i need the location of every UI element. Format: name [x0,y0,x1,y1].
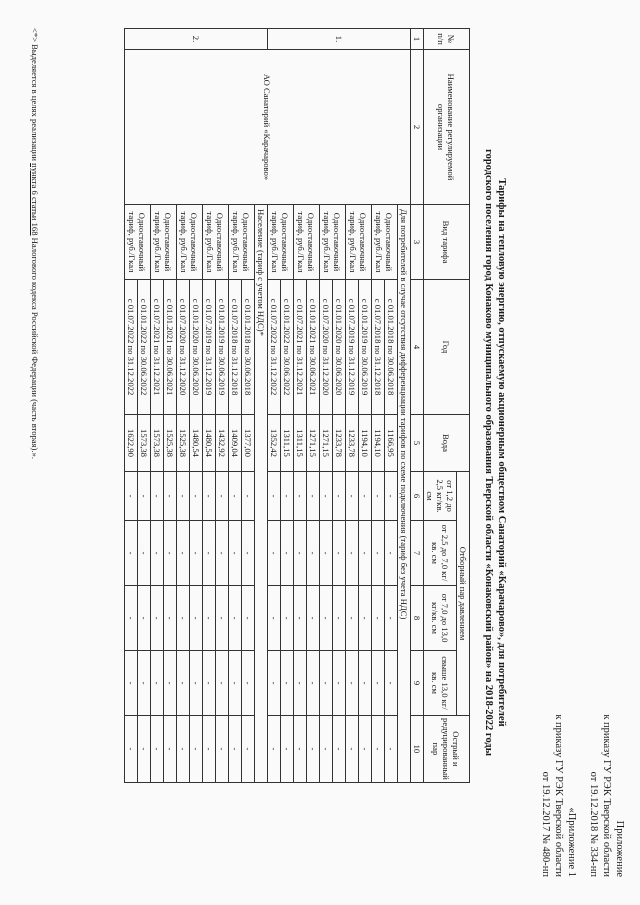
dash-cell: - [229,651,242,716]
col-header-steam: Отборный пар давлением [457,472,470,716]
dash-cell: - [385,586,398,651]
dash-cell: - [346,586,359,651]
dash-cell: - [294,651,307,716]
water-value: 1409,04 [229,415,242,472]
appendix-line: к приказу ГУ РЭК Тверской области [553,714,564,877]
dash-cell: - [294,521,307,586]
dash-cell: - [216,472,229,521]
dash-cell: - [320,521,333,586]
period-cell: с 01.01.2019 по 30.06.2019 [359,280,372,415]
appendix-line: от 19.12.2018 № 334-нп [588,771,599,877]
dash-cell: - [229,472,242,521]
col-num: 5 [411,415,424,472]
col-num: 1 [411,29,424,50]
period-cell: с 01.01.2018 по 30.06.2018 [385,280,398,415]
dash-cell: - [320,586,333,651]
dash-cell: - [203,586,216,651]
dash-cell: - [138,472,151,521]
dash-cell: - [281,651,294,716]
dash-cell: - [125,586,138,651]
dash-cell: - [203,521,216,586]
col-header-sharp: Острый и редуцированный пар [424,716,470,783]
period-cell: с 01.01.2020 по 30.06.2020 [333,280,346,415]
water-value: 1194,10 [372,415,385,472]
col-num: 4 [411,280,424,415]
water-value: 1271,15 [307,415,320,472]
dash-cell: - [164,716,177,783]
water-value: 1194,10 [359,415,372,472]
col-num: 2 [411,50,424,205]
dash-cell: - [242,521,255,586]
col-header-org: Наименование регулируемой организации [424,50,470,205]
footnote [30,28,40,459]
period-cell: с 01.07.2020 по 31.12.2020 [320,280,333,415]
appendix-line: от 19.12.2017 № 480-нп [540,771,551,877]
col-header-s2: от 2,5 до 7,0 кг/кв. см [424,521,457,586]
dash-cell: - [151,586,164,651]
dash-cell: - [294,472,307,521]
tariff-type: Одноставочный тариф, руб./Гкал [203,205,229,280]
dash-cell: - [164,586,177,651]
dash-cell: - [216,521,229,586]
period-cell: с 01.07.2022 по 31.12.2022 [125,280,138,415]
dash-cell: - [333,586,346,651]
tariff-type: Одноставочный тариф, руб./Гкал [372,205,398,280]
col-num: 10 [411,716,424,783]
dash-cell: - [177,521,190,586]
dash-cell: - [294,586,307,651]
dash-cell: - [138,716,151,783]
dash-cell: - [281,521,294,586]
dash-cell: - [242,651,255,716]
section-row [398,29,411,783]
tariff-type: Одноставочный тариф, руб./Гкал [346,205,372,280]
dash-cell: - [359,586,372,651]
dash-cell: - [359,716,372,783]
period-cell: с 01.07.2020 по 31.12.2020 [177,280,190,415]
col-num: 8 [411,586,424,651]
dash-cell: - [268,472,281,521]
dash-cell: - [177,716,190,783]
dash-cell: - [151,716,164,783]
water-value: 1271,15 [320,415,333,472]
water-value: 1573,38 [151,415,164,472]
water-value: 1233,78 [346,415,359,472]
tariff-type: Одноставочный тариф, руб./Гкал [125,205,151,280]
tariff-table [124,28,470,783]
footnote-suffix: Налогового кодекса Российской Федерации (часть вторая).». [30,235,40,460]
dash-cell: - [125,521,138,586]
dash-cell: - [385,716,398,783]
dash-cell: - [307,651,320,716]
period-cell: с 01.01.2018 по 30.06.2018 [242,280,255,415]
period-cell: с 01.01.2021 по 30.06.2021 [307,280,320,415]
period-cell: с 01.01.2019 по 30.06.2019 [216,280,229,415]
dash-cell: - [164,651,177,716]
document-title [482,0,508,905]
dash-cell: - [385,651,398,716]
dash-cell: - [216,651,229,716]
dash-cell: - [307,586,320,651]
dash-cell: - [268,521,281,586]
col-num: 7 [411,521,424,586]
period-cell: с 01.01.2022 по 30.06.2022 [281,280,294,415]
col-header-s4: свыше 13,0 кг/кв. см [424,651,457,716]
dash-cell: - [138,586,151,651]
dash-cell: - [385,521,398,586]
period-cell: с 01.01.2021 по 30.06.2021 [164,280,177,415]
period-cell: с 01.07.2021 по 31.12.2021 [294,280,307,415]
dash-cell: - [372,472,385,521]
dash-cell: - [125,716,138,783]
col-header-s3: от 7,0 до 13,0 кг/кв. см [424,586,457,651]
water-value: 1480,54 [203,415,216,472]
dash-cell: - [268,716,281,783]
dash-cell: - [268,651,281,716]
dash-cell: - [125,472,138,521]
appendix2-block [539,714,578,877]
dash-cell: - [229,716,242,783]
appendix-line: «Приложение 1 [566,807,577,877]
dash-cell: - [216,716,229,783]
col-num: 6 [411,472,424,521]
period-cell: с 01.07.2018 по 31.12.2018 [372,280,385,415]
dash-cell: - [320,651,333,716]
dash-cell: - [216,586,229,651]
dash-cell: - [138,521,151,586]
dash-cell: - [372,586,385,651]
footnote-link[interactable]: пункта 6 статьи 168 [30,163,40,236]
title-line: городского поселения город Конаково муниципального образования Тверской области «Конаковский район» на 2018-2022 годы [483,149,494,756]
col-num: 9 [411,651,424,716]
tariff-type: Одноставочный тариф, руб./Гкал [177,205,203,280]
dash-cell: - [190,716,203,783]
col-header-year: Год [424,280,470,415]
water-value: 1233,78 [333,415,346,472]
dash-cell: - [242,716,255,783]
col-header-water: Вода [424,415,470,472]
section-title: Для потребителей в случае отсутствия дифференциации тарифов по схеме подключения (тариф без учета НДС) [398,205,411,783]
appendix-line: Приложение [614,820,625,877]
dash-cell: - [229,521,242,586]
col-header-tariff: Вид тарифа [424,205,470,280]
water-value: 1480,54 [190,415,203,472]
dash-cell: - [242,472,255,521]
section-number: 1. [268,29,411,50]
dash-cell: - [164,521,177,586]
dash-cell: - [372,651,385,716]
period-cell: с 01.07.2021 по 31.12.2021 [151,280,164,415]
org-name: АО Санаторий «Карачарово» [125,50,411,205]
dash-cell: - [190,521,203,586]
period-cell: с 01.07.2019 по 31.12.2019 [346,280,359,415]
dash-cell: - [359,521,372,586]
tariff-type: Одноставочный тариф, руб./Гкал [229,205,255,280]
tariff-type: Одноставочный тариф, руб./Гкал [294,205,320,280]
water-value: 1377,00 [242,415,255,472]
dash-cell: - [359,472,372,521]
dash-cell: - [125,651,138,716]
tariff-type: Одноставочный тариф, руб./Гкал [268,205,294,280]
dash-cell: - [242,586,255,651]
dash-cell: - [346,472,359,521]
dash-cell: - [372,521,385,586]
column-number-row [411,29,424,783]
water-value: 1166,95 [385,415,398,472]
dash-cell: - [346,651,359,716]
dash-cell: - [346,521,359,586]
dash-cell: - [151,521,164,586]
water-value: 1432,92 [216,415,229,472]
dash-cell: - [203,472,216,521]
dash-cell: - [333,651,346,716]
dash-cell: - [320,472,333,521]
dash-cell: - [307,716,320,783]
tariff-type: Одноставочный тариф, руб./Гкал [151,205,177,280]
dash-cell: - [203,716,216,783]
dash-cell: - [164,472,177,521]
water-value: 1311,15 [294,415,307,472]
title-line: Тарифы на тепловую энергию, отпускаемую акционерным обществом Санаторий «Карачарово», для потребителей [496,178,507,727]
dash-cell: - [294,716,307,783]
dash-cell: - [177,472,190,521]
dash-cell: - [307,472,320,521]
dash-cell: - [281,716,294,783]
period-cell: с 01.01.2022 по 30.06.2022 [138,280,151,415]
dash-cell: - [190,586,203,651]
section-number: 2. [125,29,268,50]
dash-cell: - [307,521,320,586]
dash-cell: - [333,472,346,521]
dash-cell: - [177,651,190,716]
dash-cell: - [203,651,216,716]
dash-cell: - [346,716,359,783]
footnote-prefix: <*> Выделяется в целях реализации [30,28,40,164]
appendix-block [587,714,626,877]
dash-cell: - [359,651,372,716]
col-header-no: № п/п [424,29,470,50]
dash-cell: - [190,651,203,716]
period-cell: с 01.07.2018 по 31.12.2018 [229,280,242,415]
dash-cell: - [151,651,164,716]
dash-cell: - [151,472,164,521]
period-cell: с 01.01.2020 по 30.06.2020 [190,280,203,415]
dash-cell: - [281,586,294,651]
tariff-type: Одноставочный тариф, руб./Гкал [320,205,346,280]
water-value: 1622,90 [125,415,138,472]
period-cell: с 01.07.2022 по 31.12.2022 [268,280,281,415]
dash-cell: - [320,716,333,783]
dash-cell: - [333,716,346,783]
dash-cell: - [268,586,281,651]
section-title: Население (тариф с учетом НДС)* [255,205,268,783]
dash-cell: - [138,651,151,716]
dash-cell: - [333,521,346,586]
period-cell: с 01.07.2019 по 31.12.2019 [203,280,216,415]
col-header-s1: от 1,2 до 2,5 кг/кв. см [424,472,457,521]
dash-cell: - [281,472,294,521]
dash-cell: - [229,586,242,651]
table-body [125,29,411,783]
dash-cell: - [177,586,190,651]
dash-cell: - [385,472,398,521]
col-num: 3 [411,205,424,280]
appendix-line: к приказу ГУ РЭК Тверской области [601,714,612,877]
dash-cell: - [190,472,203,521]
water-value: 1525,38 [177,415,190,472]
water-value: 1352,42 [268,415,281,472]
dash-cell: - [372,716,385,783]
water-value: 1311,15 [281,415,294,472]
water-value: 1573,38 [138,415,151,472]
water-value: 1525,38 [164,415,177,472]
